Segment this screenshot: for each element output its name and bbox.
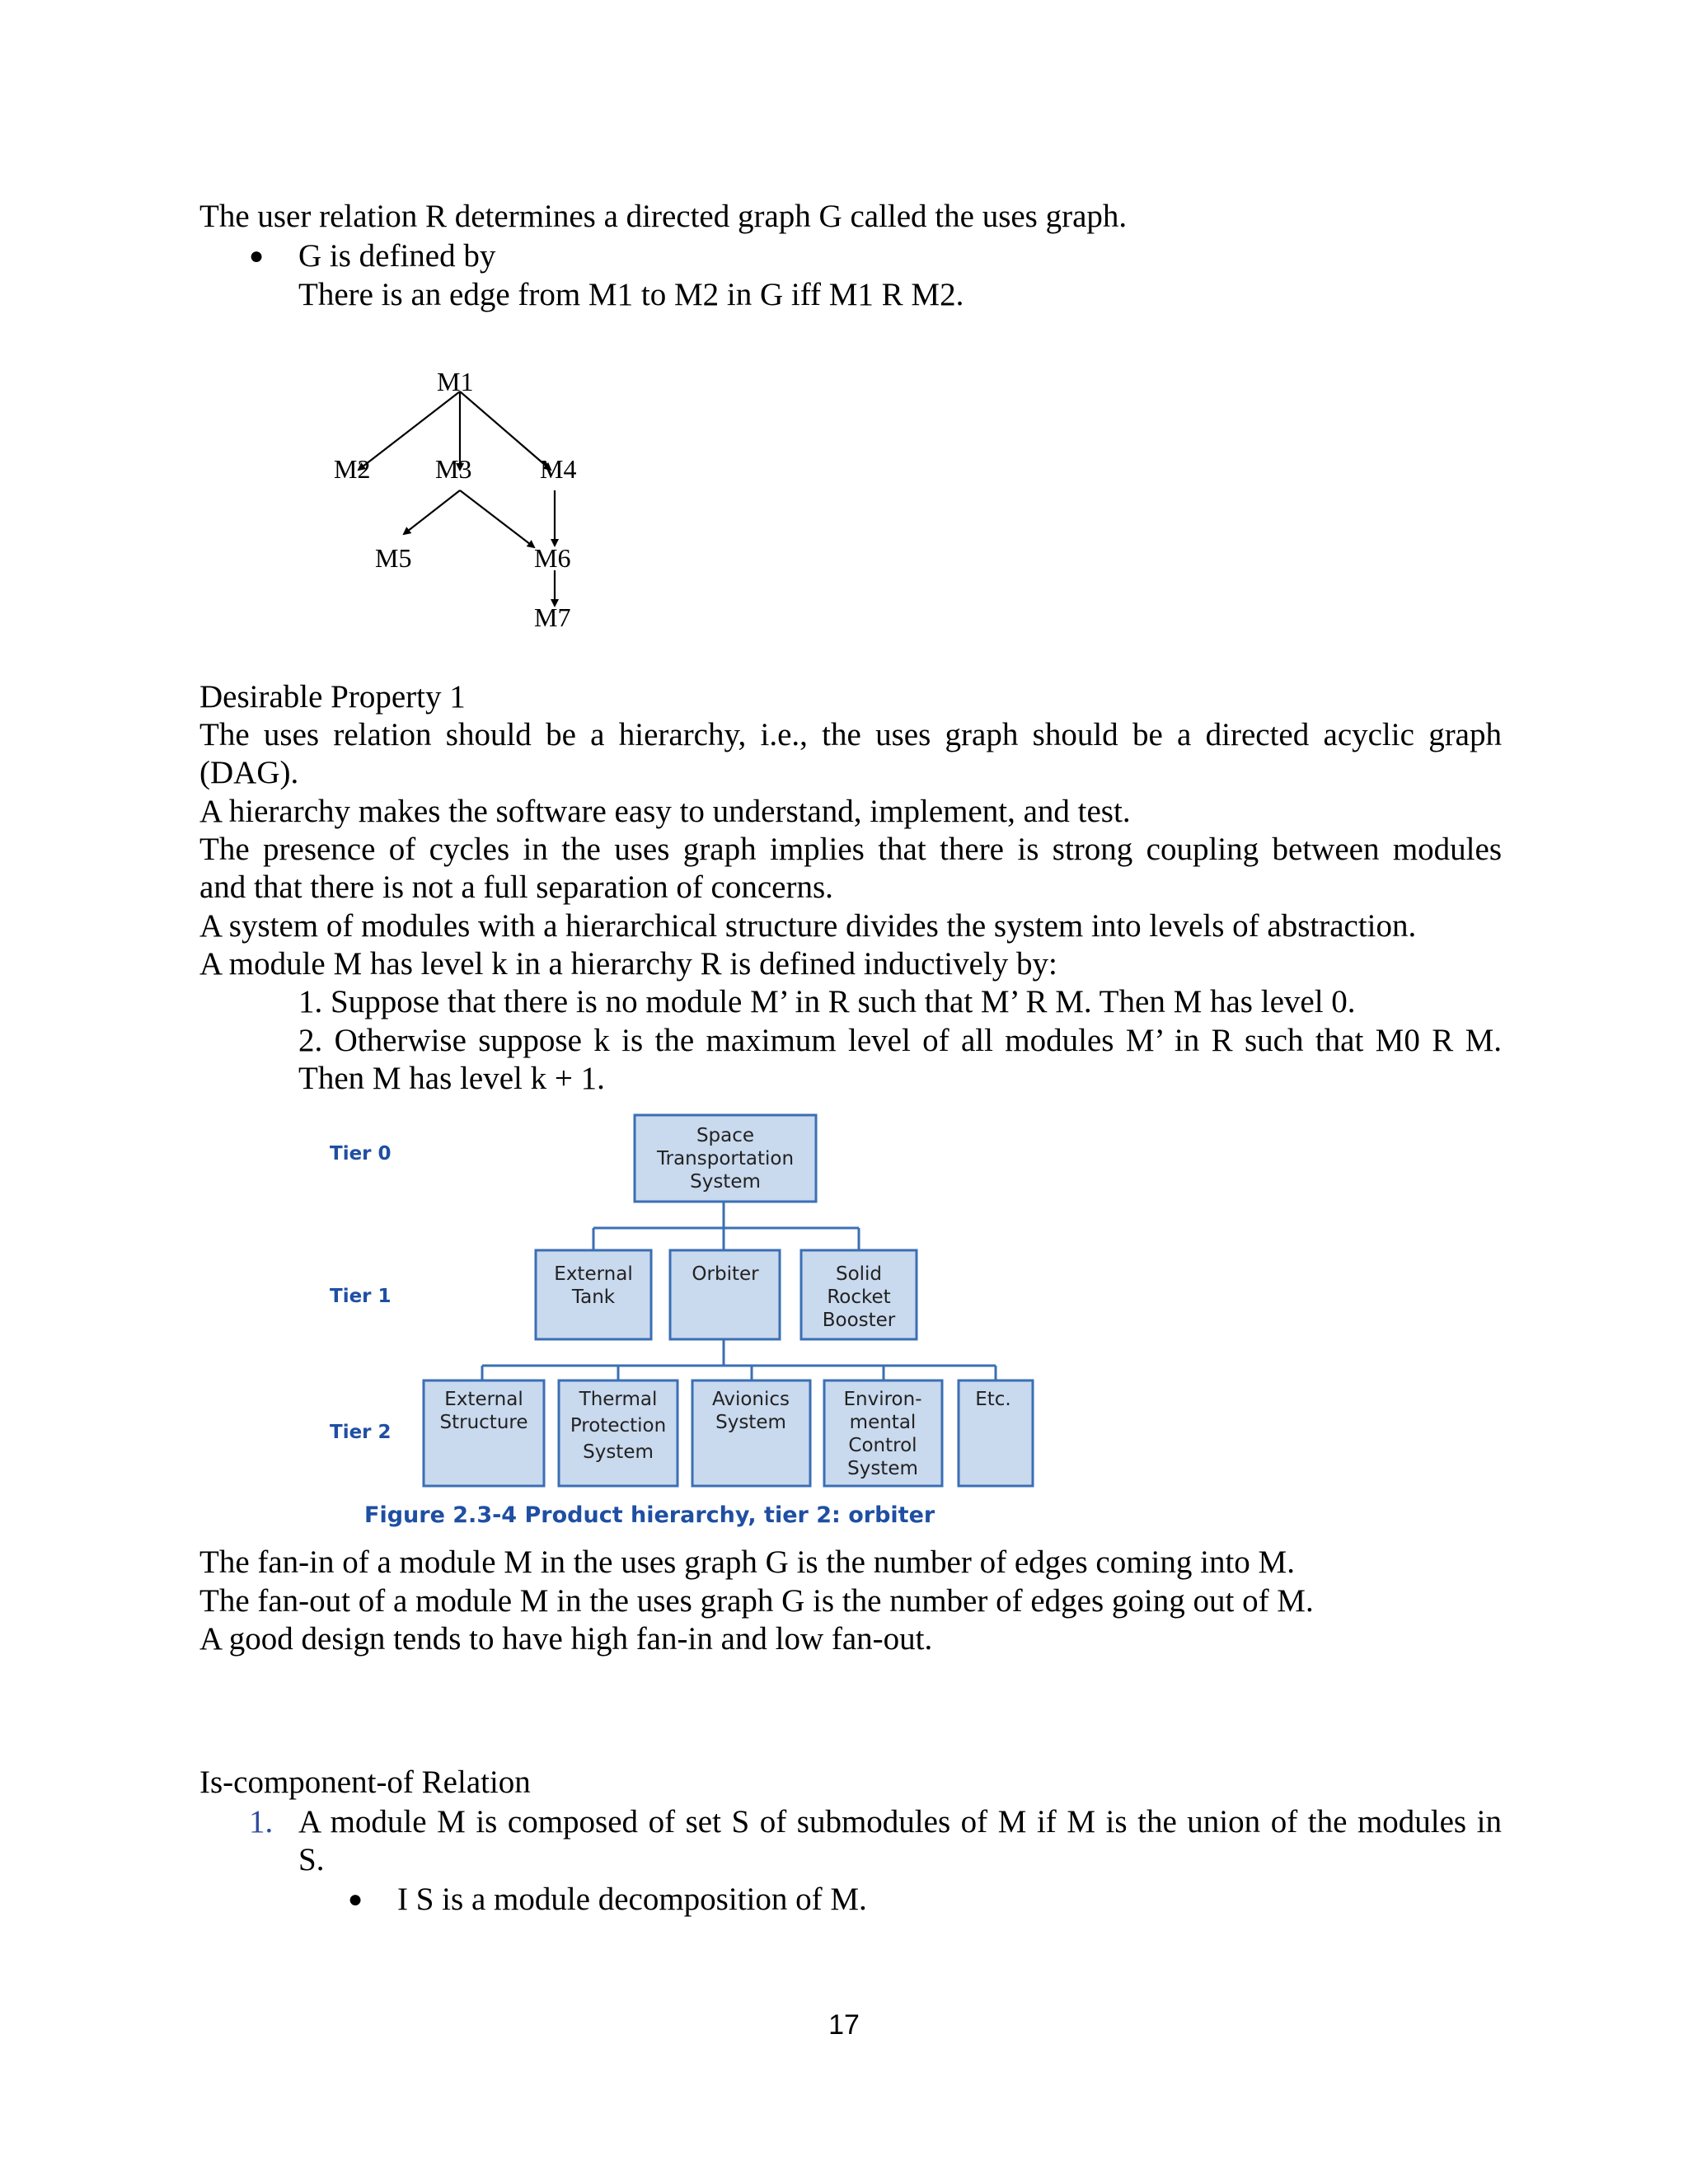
svg-text:Tank: Tank xyxy=(571,1286,616,1308)
tier-2-label: Tier 2 xyxy=(330,1422,392,1443)
svg-text:External: External xyxy=(554,1263,633,1285)
svg-text:Structure: Structure xyxy=(439,1412,528,1433)
property-paragraph-1: The uses relation should be a hierarchy, i.e., the uses graph should be a directed acyclic graph xyxy=(199,717,1502,752)
edge-m1-m4 xyxy=(460,391,551,470)
svg-text:Thermal: Thermal xyxy=(579,1389,658,1410)
tier-1-label: Tier 1 xyxy=(330,1286,392,1307)
component-item-1: A module M is composed of set S of submodules of M if M is the union of the modules in xyxy=(298,1804,1502,1840)
node-m6: M6 xyxy=(534,543,571,573)
node-m3: M3 xyxy=(435,454,472,484)
property-paragraph-3-cont: and that there is not a full separation of concerns. xyxy=(199,869,833,905)
svg-text:Environ-: Environ- xyxy=(843,1389,922,1410)
node-m2: M2 xyxy=(334,454,371,484)
product-hierarchy-figure xyxy=(313,1108,1055,1537)
component-item-number: 1. xyxy=(249,1804,274,1840)
bullet-text: G is defined by xyxy=(298,238,496,274)
bullet-continuation: There is an edge from M1 to M2 in G iff M1 R M2. xyxy=(298,277,964,312)
svg-text:Avionics: Avionics xyxy=(711,1389,790,1410)
svg-text:Solid: Solid xyxy=(835,1263,883,1285)
tier-0-label: Tier 0 xyxy=(330,1143,392,1165)
property-paragraph-3: The presence of cycles in the uses graph implies that there is strong coupling between modules xyxy=(199,832,1502,867)
svg-text:mental: mental xyxy=(849,1412,917,1433)
component-heading: Is-component-of Relation xyxy=(199,1765,531,1800)
node-m7: M7 xyxy=(534,602,571,632)
component-item-1-cont: S. xyxy=(298,1842,325,1877)
edge-m3-m6 xyxy=(460,490,534,547)
node-m5: M5 xyxy=(375,543,412,573)
level-item-1: 1. Suppose that there is no module M’ in R such that M’ R M. Then M has level 0. xyxy=(298,984,1356,1019)
level-item-2-cont: Then M has level k + 1. xyxy=(298,1061,605,1096)
figure-caption: Figure 2.3-4 Product hierarchy, tier 2: orbiter xyxy=(364,1502,935,1528)
fan-out-line: The fan-out of a module M in the uses graph G is the number of edges going out of M. xyxy=(199,1583,1314,1619)
svg-text:System: System xyxy=(583,1441,654,1463)
node-m4: M4 xyxy=(540,454,577,484)
property-paragraph-5: A module M has level k in a hierarchy R is defined inductively by: xyxy=(199,946,1057,982)
edge-m3-m5 xyxy=(404,490,460,534)
svg-text:System: System xyxy=(715,1412,786,1433)
component-sub-bullet: I S is a module decomposition of M. xyxy=(397,1882,867,1917)
svg-text:External: External xyxy=(444,1389,523,1410)
svg-text:Booster: Booster xyxy=(822,1310,896,1331)
svg-text:Space: Space xyxy=(696,1125,755,1146)
svg-text:Rocket: Rocket xyxy=(827,1286,891,1308)
level-item-2: 2. Otherwise suppose k is the maximum level of all modules M’ in R such that M0 R M. xyxy=(298,1023,1502,1058)
svg-text:System: System xyxy=(847,1458,918,1479)
svg-text:System: System xyxy=(690,1171,761,1193)
property-heading: Desirable Property 1 xyxy=(199,679,466,715)
svg-text:Etc.: Etc. xyxy=(975,1389,1011,1410)
page-number: 17 xyxy=(828,2009,860,2041)
property-paragraph-4: A system of modules with a hierarchical structure divides the system into levels of abstraction. xyxy=(199,908,1417,944)
node-m1: M1 xyxy=(437,367,474,396)
fan-in-line: The fan-in of a module M in the uses graph G is the number of edges coming into M. xyxy=(199,1544,1295,1580)
svg-text:Control: Control xyxy=(848,1435,917,1456)
svg-text:Protection: Protection xyxy=(570,1415,667,1436)
property-paragraph-1-cont: (DAG). xyxy=(199,755,299,790)
svg-text:Transportation: Transportation xyxy=(656,1148,795,1169)
svg-text:Orbiter: Orbiter xyxy=(692,1263,759,1285)
property-paragraph-2: A hierarchy makes the software easy to understand, implement, and test. xyxy=(199,794,1131,829)
bullet-dot: ● xyxy=(249,242,265,269)
uses-graph-diagram xyxy=(321,354,610,635)
intro-line: The user relation R determines a directed graph G called the uses graph. xyxy=(199,199,1128,234)
fan-design-line: A good design tends to have high fan-in and low fan-out. xyxy=(199,1621,933,1657)
sub-bullet-dot: ● xyxy=(348,1886,363,1913)
